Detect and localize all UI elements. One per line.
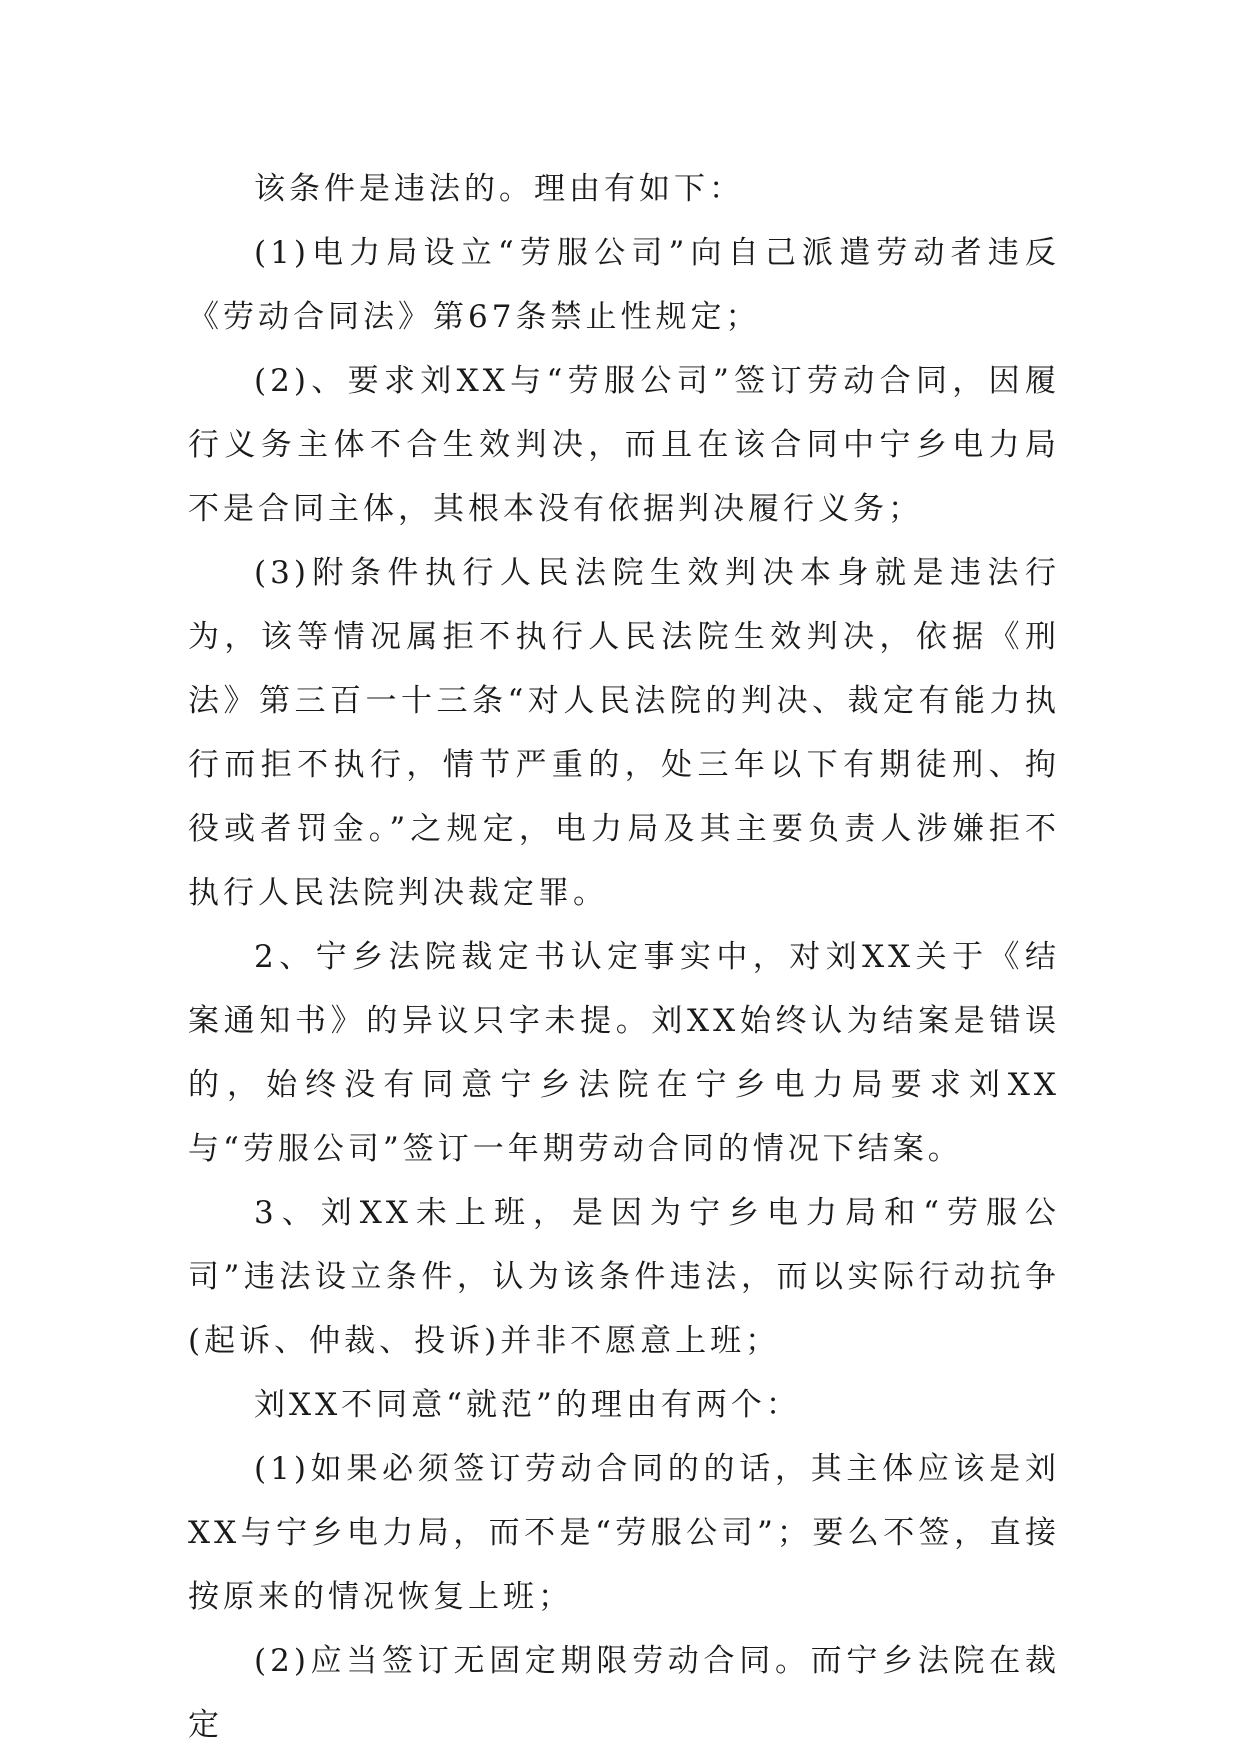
paragraph-reason-2: (2)、要求刘XX与“劳服公司”签订劳动合同，因履行义务主体不合生效判决，而且在该合同中宁乡电力局不是合同主体，其根本没有依据判决履行义务； <box>188 363 1060 527</box>
paragraph-refusal-2: (2)应当签订无固定期限劳动合同。而宁乡法院在裁定 <box>188 1643 1060 1743</box>
paragraph-point-2: 2、宁乡法院裁定书认定事实中，对刘XX关于《结案通知书》的异议只字未提。刘XX始终认为结案是错误的，始终没有同意宁乡法院在宁乡电力局要求刘XX与“劳服公司”签订一年期劳动合同的情况下结案。 <box>188 939 1060 1167</box>
paragraph-reason-3: (3)附条件执行人民法院生效判决本身就是违法行为，该等情况属拒不执行人民法院生效判决，依据《刑法》第三百一十三条“对人民法院的判决、裁定有能力执行而拒不执行，情节严重的，处三年以下有期徒刑、拘役或者罚金。”之规定，电力局及其主要负责人涉嫌拒不执行人民法院判决裁定罪。 <box>188 555 1060 911</box>
document-body <box>188 157 1060 1757</box>
paragraph-point-3: 3、刘XX未上班，是因为宁乡电力局和“劳服公司”违法设立条件，认为该条件违法，而以实际行动抗争(起诉、仲裁、投诉)并非不愿意上班； <box>188 1195 1060 1359</box>
paragraph-conclusion-intro: 该条件是违法的。理由有如下： <box>254 171 744 207</box>
paragraph-refusal-1: (1)如果必须签订劳动合同的的话，其主体应该是刘XX与宁乡电力局，而不是“劳服公司”；要么不签，直接按原来的情况恢复上班； <box>188 1451 1060 1615</box>
paragraph-reason-1: (1)电力局设立“劳服公司”向自己派遣劳动者违反《劳动合同法》第67条禁止性规定； <box>188 235 1060 335</box>
paragraph-refusal-intro: 刘XX不同意“就范”的理由有两个： <box>254 1387 801 1423</box>
